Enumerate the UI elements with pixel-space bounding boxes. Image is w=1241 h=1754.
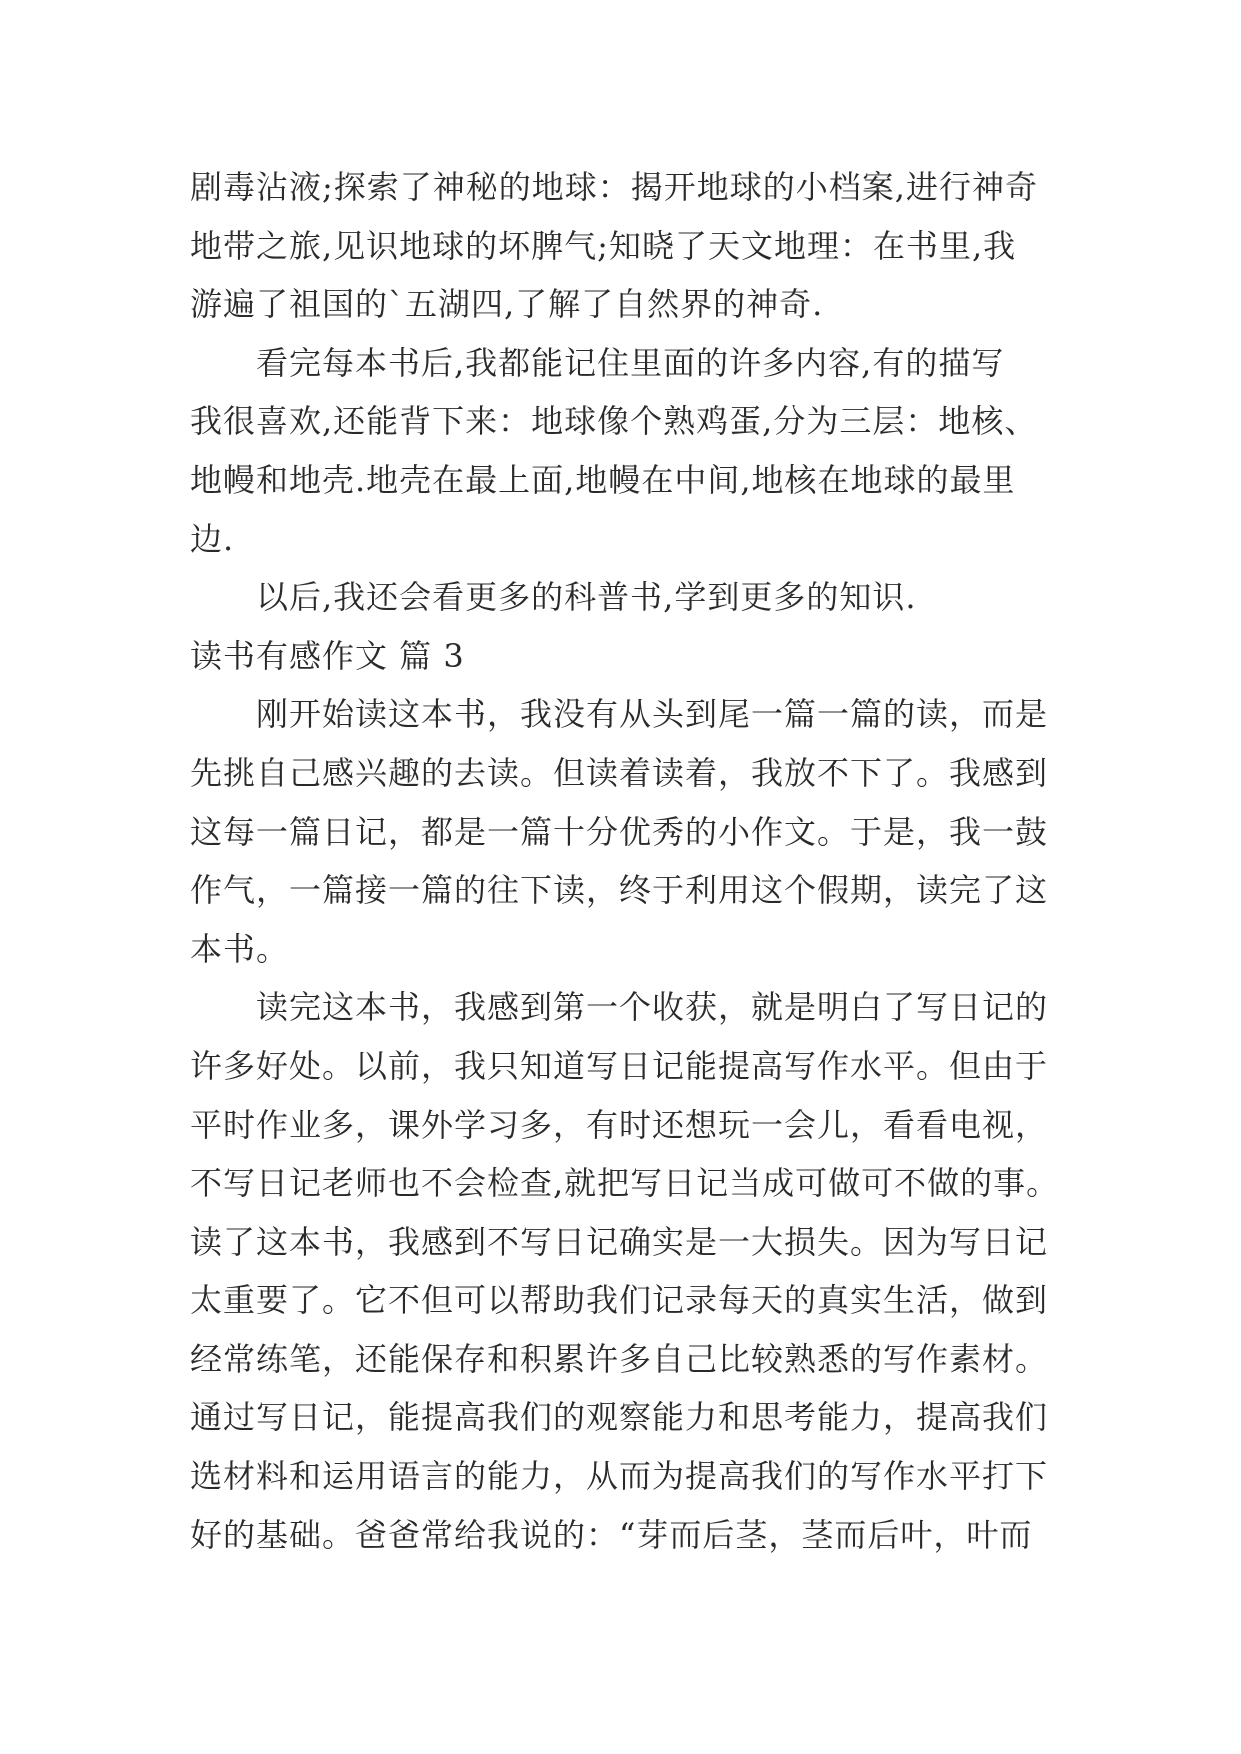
text-line: 读完这本书，我感到第一个收获，就是明白了写日记的 [256,988,1049,1027]
text-line: 不写日记老师也不会检查,就把写日记当成可做可不做的事。 [190,1164,1060,1203]
text-line: 读了这本书，我感到不写日记确实是一大损失。因为写日记 [190,1222,1049,1261]
text-line: 先挑自己感兴趣的去读。但读着读着，我放不下了。我感到 [190,753,1049,792]
text-line: 看完每本书后,我都能记住里面的许多内容,有的描写 [256,343,1005,382]
text-line: 经常练笔，还能保存和积累许多自己比较熟悉的写作素材。 [190,1339,1049,1378]
text-line: 游遍了祖国的`五湖四,了解了自然界的神奇. [190,285,824,324]
text-line: 这每一篇日记，都是一篇十分优秀的小作文。于是，我一鼓 [190,812,1049,851]
text-line: 作气，一篇接一篇的往下读，终于利用这个假期，读完了这 [190,871,1049,910]
text-line: 好的基础。爸爸常给我说的：“芽而后茎，茎而后叶，叶而 [190,1515,1033,1554]
text-line: 边. [190,519,235,558]
text-line: 我很喜欢,还能背下来：地球像个熟鸡蛋,分为三层：地核、 [190,402,1038,441]
text-line: 刚开始读这本书，我没有从头到尾一篇一篇的读，而是 [256,695,1049,734]
text-line: 太重要了。它不但可以帮助我们记录每天的真实生活，做到 [190,1281,1049,1320]
text-line: 平时作业多，课外学习多，有时还想玩一会儿，看看电视， [190,1105,1049,1144]
body-text [190,158,1070,1564]
text-line: 本书。 [190,929,290,968]
text-line: 地幔和地壳.地壳在最上面,地幔在中间,地核在地球的最里 [190,460,1016,499]
text-line: 剧毒沾液;探索了神秘的地球：揭开地球的小档案,进行神奇 [190,168,1038,206]
text-line: 选材料和运用语言的能力，从而为提高我们的写作水平打下 [190,1457,1049,1496]
text-line: 许多好处。以前，我只知道写日记能提高写作水平。但由于 [190,1046,1049,1085]
text-line: 以后,我还会看更多的科普书,学到更多的知识. [256,578,917,617]
section-heading: 读书有感作文 篇 3 [190,636,465,675]
text-line: 地带之旅,见识地球的坏脾气;知晓了天文地理：在书里,我 [190,226,1017,265]
text-line: 通过写日记，能提高我们的观察能力和思考能力，提高我们 [190,1398,1049,1437]
